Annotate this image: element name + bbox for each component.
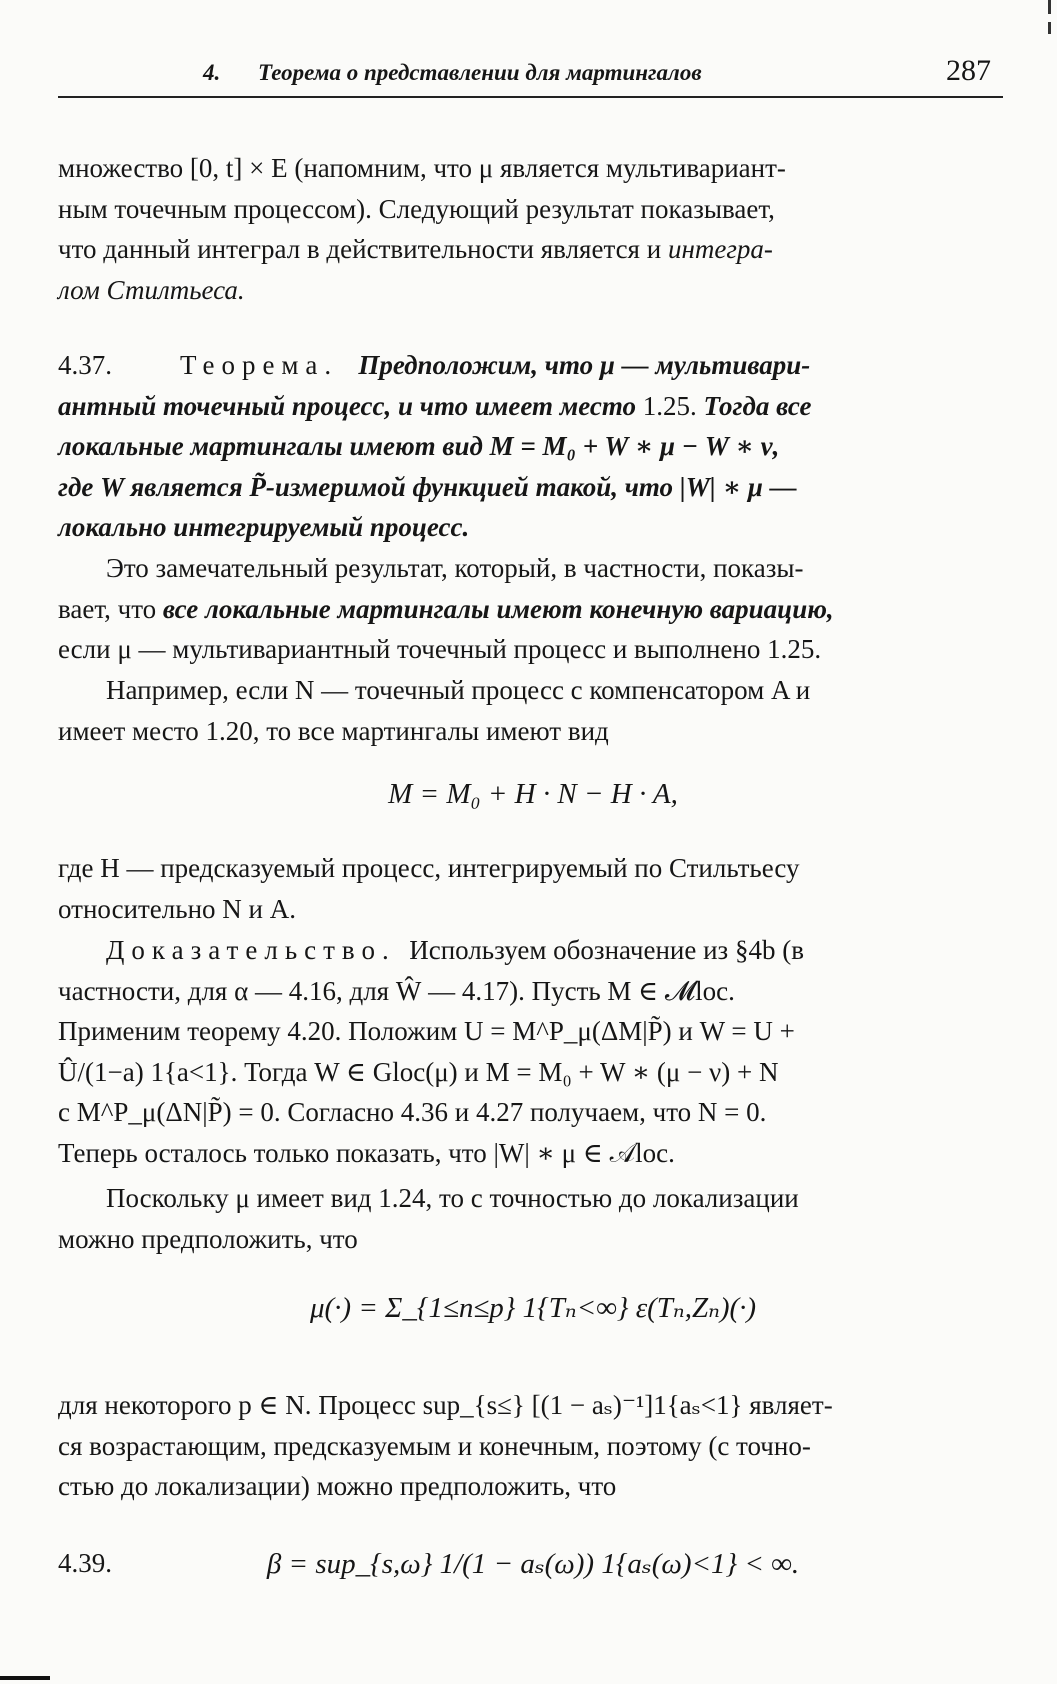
paragraph-localization bbox=[58, 1178, 1008, 1259]
proof-label: Доказательство. bbox=[106, 935, 396, 965]
theorem-label: Теорема. bbox=[180, 350, 339, 380]
text-line: относительно N и A. bbox=[58, 893, 296, 924]
proof-line bbox=[58, 930, 1008, 971]
header-chapter-number: 4. bbox=[203, 60, 221, 85]
proof-line: с M^P_μ(ΔN|P̃) = 0. Согласно 4.36 и 4.27 получаем, что N = 0. bbox=[58, 1097, 767, 1128]
text-line: можно предположить, что bbox=[58, 1223, 358, 1254]
proof-line: Û/(1−a) 1{a<1}. Тогда W ∈ Gloc(μ) и M = M₀ + W ∗ (μ − ν) + N bbox=[58, 1056, 779, 1087]
running-header bbox=[58, 52, 1003, 98]
equation-number: 4.39. bbox=[58, 1548, 112, 1578]
theorem-line: где W является P̃-измеримой функцией такой, что |W| ∗ μ — bbox=[58, 471, 797, 502]
equation-beta: β = sup_{s,ω} 1/(1 − aₛ(ω)) 1{aₛ(ω)<1} < ∞. bbox=[266, 1548, 800, 1580]
theorem-4-37 bbox=[58, 345, 1008, 548]
text-line: ным точечным процессом). Следующий результат показывает, bbox=[58, 193, 775, 224]
page-number: 287 bbox=[946, 54, 991, 87]
text-line bbox=[58, 670, 1008, 711]
paragraph-example bbox=[58, 670, 1008, 751]
scan-edge-mark bbox=[1048, 22, 1051, 34]
header-chapter-title: Теорема о представлении для мартингалов bbox=[258, 60, 702, 85]
emphasis-text: все локальные мартингалы имеют конечную вариацию, bbox=[162, 593, 834, 624]
scan-edge-mark bbox=[1048, 0, 1051, 14]
theorem-line bbox=[58, 345, 1008, 386]
proof-line: Теперь осталось только показать, что |W| ∗ μ ∈ 𝒜loc. bbox=[58, 1137, 675, 1168]
theorem-text: антный точечный процесс, и что имеет место bbox=[58, 390, 643, 421]
paragraph-intro bbox=[58, 148, 1008, 310]
text-run: Используем обозначение из §4b (в bbox=[409, 935, 804, 965]
proof bbox=[58, 930, 1008, 1174]
paragraph-sup bbox=[58, 1385, 1008, 1507]
text-run: что данный интеграл в действительности является и bbox=[58, 234, 668, 265]
theorem-line: локально интегрируемый процесс. bbox=[58, 512, 470, 543]
paragraph-remark bbox=[58, 548, 1008, 670]
proof-line: Применим теорему 4.20. Положим U = M^P_μ(ΔM|P̃) и W = U + bbox=[58, 1016, 795, 1047]
proof-line: частности, для α — 4.16, для Ŵ — 4.17). Пусть M ∈ 𝓜loc. bbox=[58, 975, 735, 1006]
text-line: где H — предсказуемый процесс, интегрируемый по Стильтьесу bbox=[58, 853, 800, 883]
text-run: Это замечательный результат, который, в частности, показы- bbox=[106, 553, 804, 583]
text-line: для некоторого p ∈ N. Процесс sup_{s≤} [(1 − aₛ)⁻¹]1{aₛ<1} являет- bbox=[58, 1390, 833, 1420]
equation-measure: μ(·) = Σ_{1≤n≤p} 1{Tₙ<∞} ε(Tₙ,Zₙ)(·) bbox=[309, 1292, 757, 1324]
theorem-ref: 1.25. bbox=[642, 390, 697, 421]
text-run: Например, если N — точечный процесс с компенсатором A и bbox=[106, 675, 811, 705]
text-line bbox=[58, 589, 1008, 630]
text-line: множество [0, t] × E (напомним, что μ является мультивариант- bbox=[58, 153, 786, 183]
equation-martingale: M = M₀ + H · N − H · A, bbox=[388, 778, 678, 810]
text-run: вает, что bbox=[58, 593, 163, 624]
text-line bbox=[58, 229, 1008, 270]
text-line: стью до локализации) можно предположить, что bbox=[58, 1471, 617, 1502]
theorem-text: Тогда все bbox=[696, 390, 812, 421]
theorem-line: локальные мартингалы имеют вид M = M₀ + W ∗ μ − W ∗ ν, bbox=[58, 431, 780, 462]
theorem-number: 4.37. bbox=[58, 350, 112, 380]
scan-edge-mark bbox=[0, 1676, 50, 1680]
paragraph-definition-h bbox=[58, 848, 1008, 929]
emphasis-line: лом Стилтьеса. bbox=[58, 274, 245, 305]
text-line bbox=[58, 1178, 1008, 1219]
emphasis-text: интегра- bbox=[667, 234, 773, 265]
text-line: ся возрастающим, предсказуемым и конечным, поэтому (с точно- bbox=[58, 1430, 811, 1461]
text-line: имеет место 1.20, то все мартингалы имеют вид bbox=[58, 715, 609, 746]
theorem-line bbox=[58, 386, 1008, 427]
text-run: Поскольку μ имеет вид 1.24, то с точностью до локализации bbox=[106, 1183, 799, 1213]
text-line: если μ — мультивариантный точечный процесс и выполнено 1.25. bbox=[58, 634, 822, 665]
text-line bbox=[58, 548, 1008, 589]
theorem-text: Предположим, что μ — мультивари- bbox=[358, 350, 811, 380]
